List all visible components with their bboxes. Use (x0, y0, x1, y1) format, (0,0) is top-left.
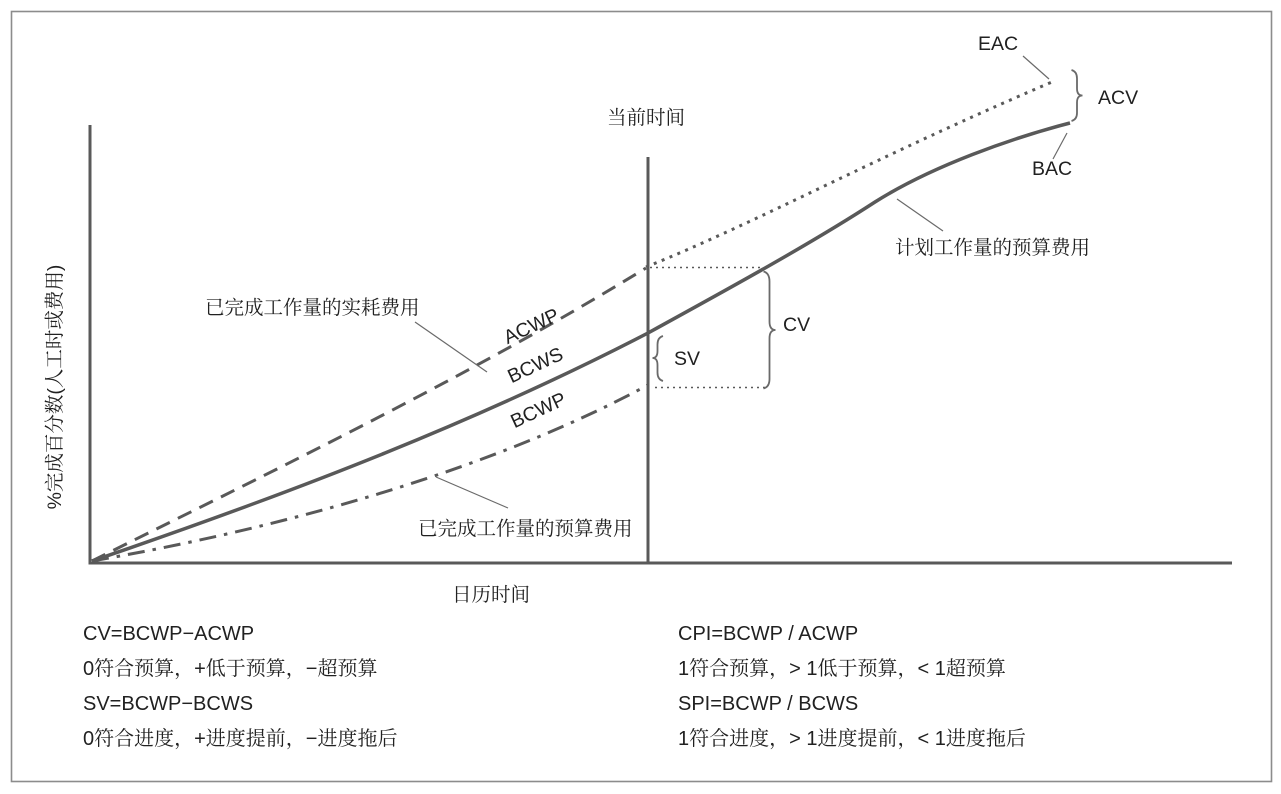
formula-cpi: CPI=BCWP / ACWP (678, 623, 859, 645)
formula-cv-legend: 0符合预算，+低于预算，−超预算 (83, 658, 378, 680)
bac-label: BAC (1032, 158, 1073, 180)
formula-spi: SPI=BCWP / BCWS (678, 693, 859, 715)
acwp-description: 已完成工作量的实耗费用 (205, 297, 420, 319)
current-time-label: 当前时间 (607, 107, 686, 129)
cv-label: CV (783, 314, 811, 336)
formula-cpi-legend: 1符合预算，> 1低于预算，< 1超预算 (678, 658, 1006, 680)
y-axis-label: %完成百分数(人工时或费用) (44, 264, 66, 510)
bcws-curve-label: BCWS (504, 343, 567, 388)
formula-sv: SV=BCWP−BCWS (83, 693, 254, 715)
bcwp-description: 已完成工作量的预算费用 (418, 518, 633, 540)
x-axis-label: 日历时间 (452, 584, 531, 606)
formula-cv: CV=BCWP−ACWP (83, 623, 255, 645)
eac-label: EAC (978, 33, 1019, 55)
bcwp-curve-label: BCWP (507, 388, 570, 433)
sv-label: SV (674, 348, 701, 370)
bcws-description: 计划工作量的预算费用 (895, 237, 1091, 259)
formula-spi-legend: 1符合进度，> 1进度提前，< 1进度拖后 (678, 728, 1026, 750)
formula-sv-legend: 0符合进度，+进度提前，−进度拖后 (83, 728, 398, 750)
acwp-curve-label: ACWP (500, 304, 563, 349)
acv-label: ACV (1098, 87, 1139, 109)
